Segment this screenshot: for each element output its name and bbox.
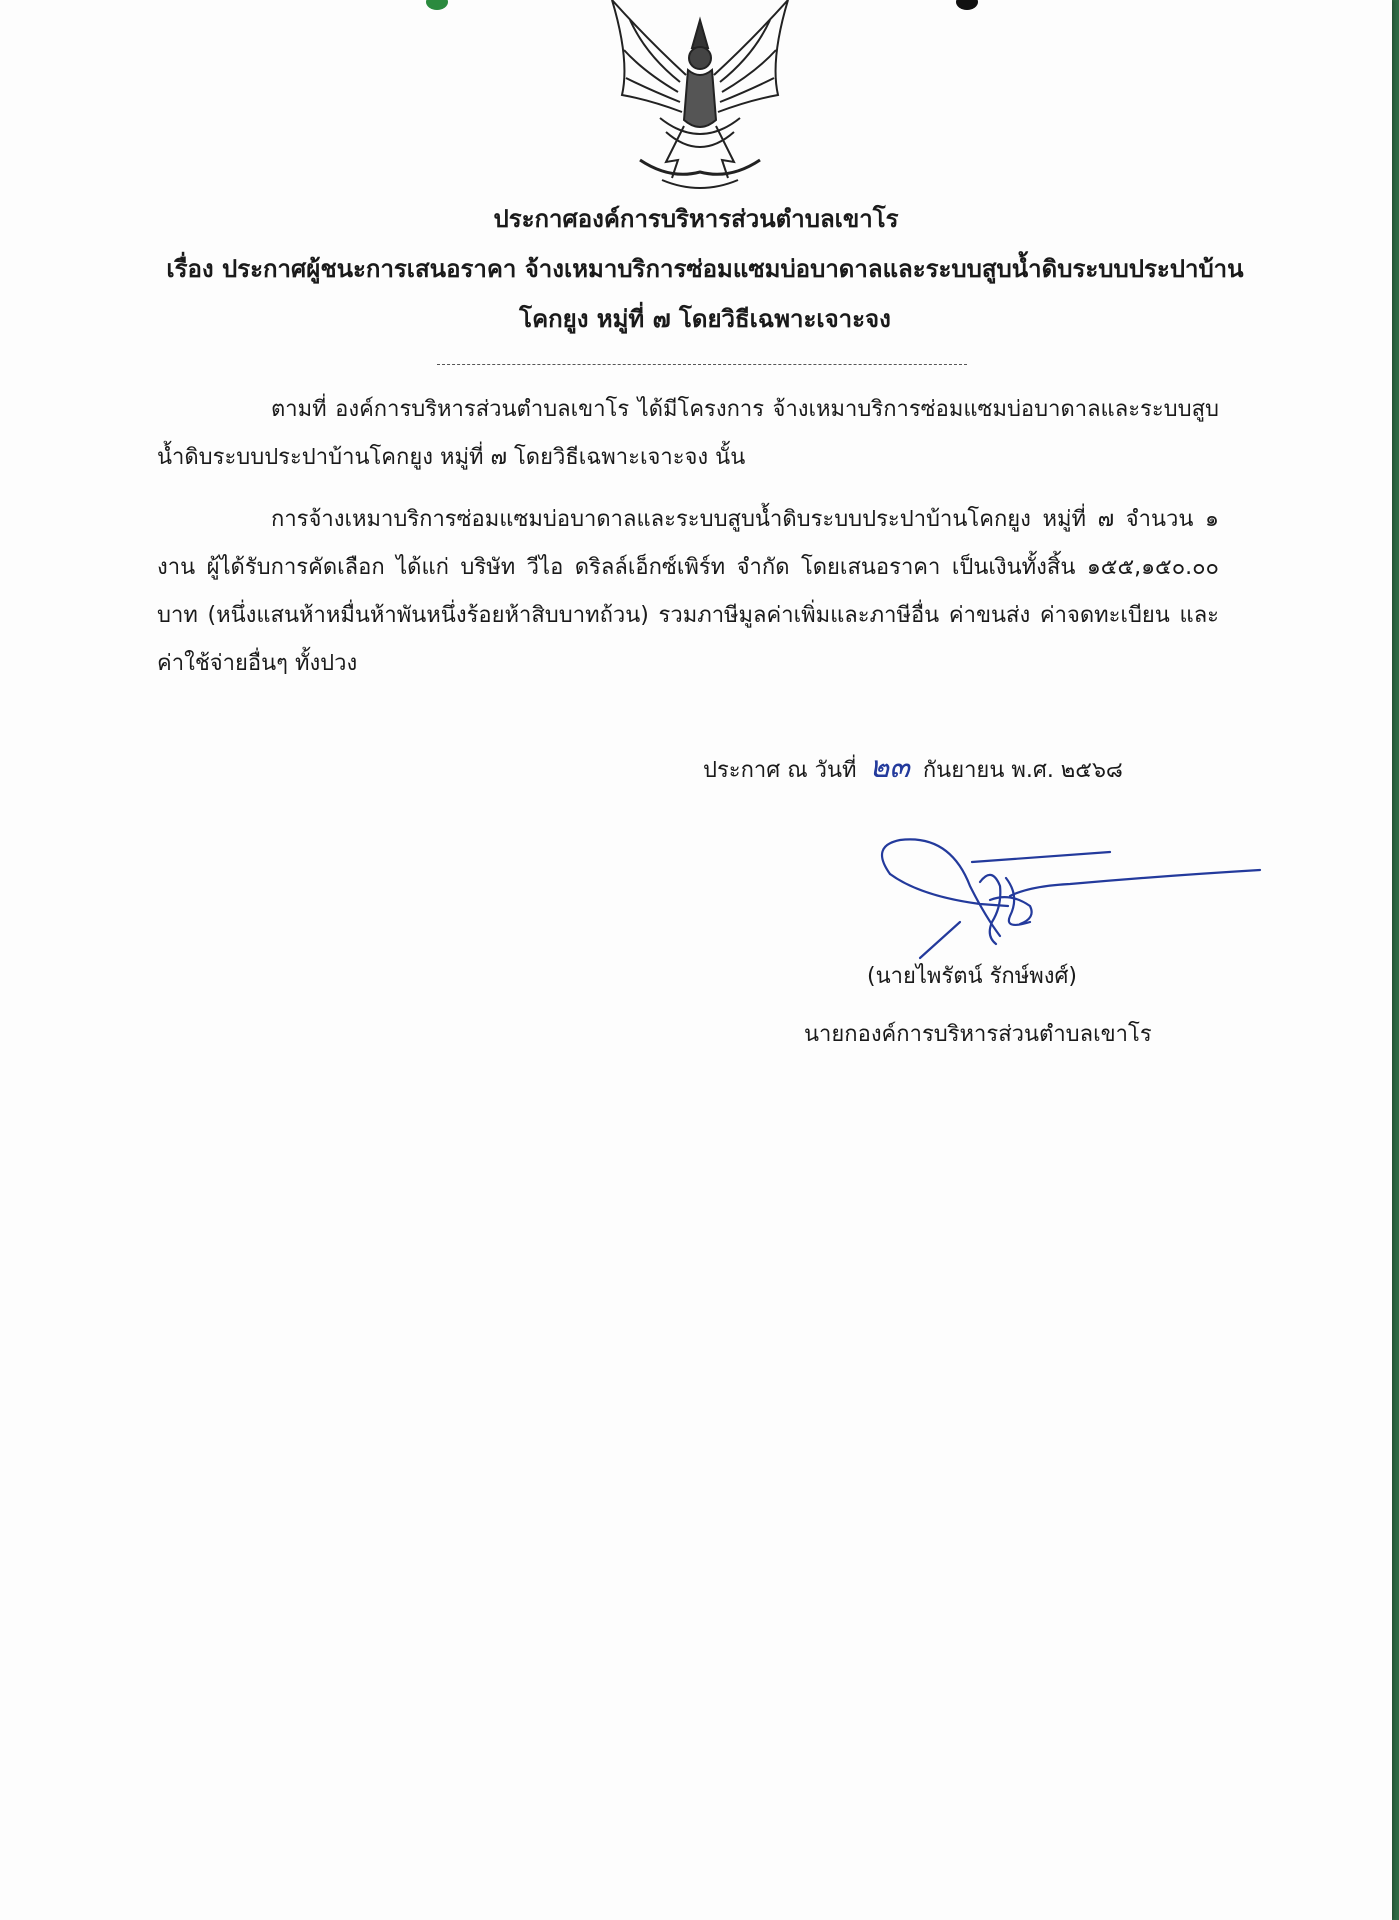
paragraph-award-text: การจ้างเหมาบริการซ่อมแซมบ่อบาดาลและระบบสูบน้ำดิบระบบประปาบ้านโคกยูง หมู่ที่ ๗ จำนวน ๑ งาน ผู้ได้รับการคัดเลือก ได้แก่ บริษัท วีไอ ดริลล์เอ็กซ์เพิร์ท จำกัด โดยเสนอราคา เป็นเงินทั้งสิ้น ๑๕๕,๑๕๐.๐๐ บาท (หนึ่งแสนห้าหมื่นห้าพันหนึ่งร้อยห้าสิบบาทถ้วน) รวมภาษีมูลค่าเพิ่มและภาษีอื่น ค่าขนส่ง ค่าจดทะเบียน และค่าใช้จ่ายอื่นๆ ทั้งปวง [157,507,1219,676]
paragraph-intro-text: ตามที่ องค์การบริหารส่วนตำบลเขาโร ได้มีโครงการ จ้างเหมาบริการซ่อมแซมบ่อบาดาลและระบบสูบน้ำดิบระบบประปาบ้านโคกยูง หมู่ที่ ๗ โดยวิธีเฉพาะเจาะจง นั้น [157,397,1219,470]
garuda-emblem-icon [600,0,800,192]
signatory-name: (นายไพรัตน์ รักษ์พงศ์) [867,964,1077,989]
date-day-handwritten: ๒๓ [869,750,910,785]
green-mark [426,0,448,10]
separator-line [437,364,967,365]
org-title: ประกาศองค์การบริหารส่วนตำบลเขาโร [493,205,899,233]
subject-heading: เรื่อง ประกาศผู้ชนะการเสนอราคา จ้างเหมาบริการซ่อมแซมบ่อบาดาลและระบบสูบน้ำดิบระบบประปาบ้านโคกยูง หมู่ที่ ๗ โดยวิธีเฉพาะเจาะจง [166,255,1244,333]
signatory-position: นายกองค์การบริหารส่วนตำบลเขาโร [804,1022,1152,1047]
announcement-date [703,744,1123,791]
date-prefix: ประกาศ ณ วันที่ [703,758,857,783]
date-month-year: กันยายน พ.ศ. ๒๕๖๘ [922,758,1123,783]
paragraph-intro [157,386,1219,482]
black-mark [956,0,978,10]
handwritten-signature [860,826,1272,970]
paragraph-award [157,496,1219,688]
